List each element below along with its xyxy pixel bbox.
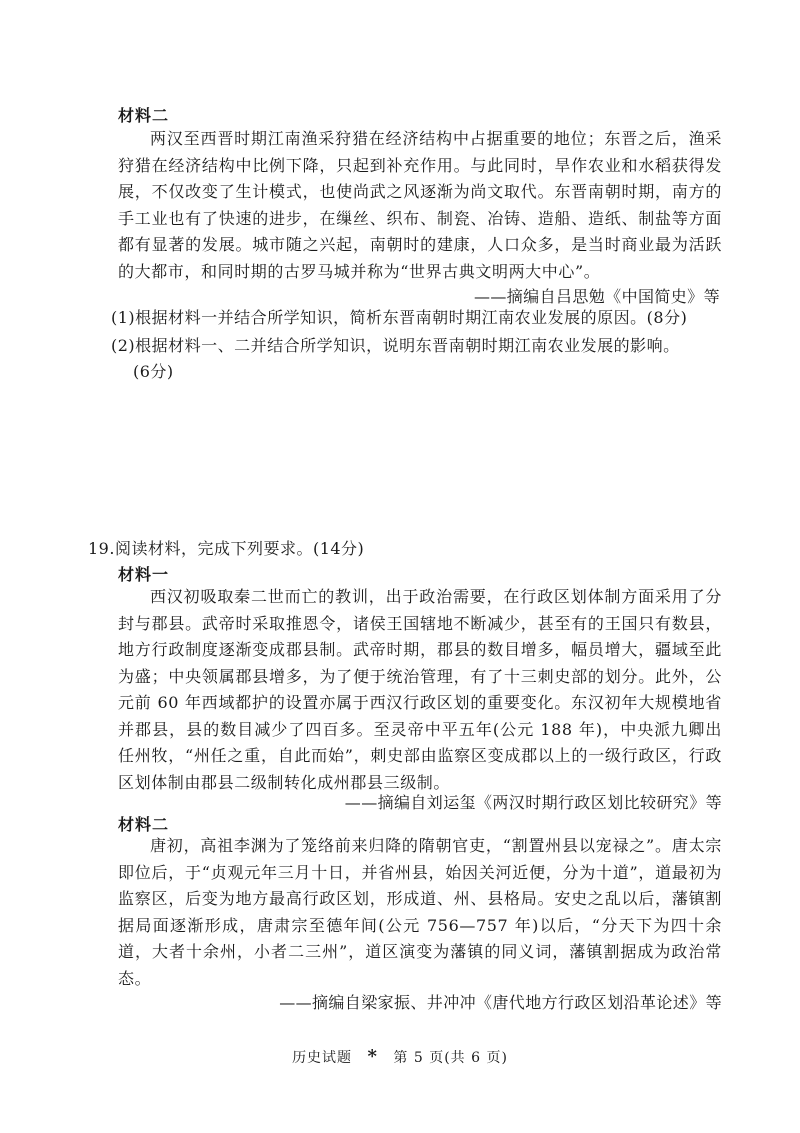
material2-source-top: ——摘编自吕思勉《中国简史》等	[473, 287, 720, 306]
material2-text: 唐初，高祖李渊为了笼络前来归降的隋朝官吏，“割置州县以宠禄之”。唐太宗即位后，于“贞观元年三月十日，并省州县，始因关河近便，分为十道”，道最初为监察区，后变为地方最高行政区划，形成道、州、县格局。安史之乱以后，藩镇割据局面逐渐形成，唐肃宗至德年间(公元 756—757 年)以后，“分天下为四十余道，大者十余州，小者二三州”，道区演变为藩镇的同义词，藩镇割据成为政治常态。	[118, 836, 722, 988]
question-1: (1)根据材料一并结合所学知识，简析东晋南朝时期江南农业发展的原因。(8分)	[111, 308, 688, 327]
question-19-title: 19.阅读材料，完成下列要求。(14分)	[88, 539, 365, 558]
question-2-score: (6分)	[133, 362, 174, 381]
footer-page-info: 第 5 页(共 6 页)	[393, 1050, 508, 1066]
material1-text: 西汉初吸取秦二世而亡的教训，出于政治需要，在行政区划体制方面采用了分封与郡县。武帝时采取推恩令，诸侯王国辖地不断减少，甚至有的王国只有数县，地方行政制度逐渐变成郡县制。武帝时期，郡县的数目增多，幅员增大，疆域至此为盛；中央领属郡县增多，为了便于统治管理，有了十三刺史部的划分。此外，公元前 60 年西域都护的设置亦属于西汉行政区划的重要变化。东汉初年大规模地省并郡县，县的数目减少了四百多。至灵帝中平五年(公元 188 年)，中央派九卿出任州牧，“州任之重，自此而始”，刺史部由监察区变成郡以上的一级行政区，行政区划体制由郡县二级制转化成州郡县三级制。	[118, 587, 722, 792]
star-icon: *	[367, 1046, 378, 1067]
material2-heading: 材料二	[118, 815, 170, 834]
footer-subject: 历史试题	[292, 1050, 353, 1066]
question-2	[111, 333, 751, 385]
page-footer	[0, 1046, 800, 1067]
material2-heading-top: 材料二	[118, 106, 170, 125]
material2-text-top: 两汉至西晋时期江南渔采狩猎在经济结构中占据重要的地位；东晋之后，渔采狩猎在经济结构中比例下降，只起到补充作用。与此同时，旱作农业和水稻获得发展，不仅改变了生计模式，也使尚武之风逐渐为尚文取代。东晋南朝时期，南方的手工业也有了快速的进步，在缫丝、织布、制瓷、冶铸、造船、造纸、制盐等方面都有显著的发展。城市随之兴起，南朝时的建康，人口众多，是当时商业最为活跃的大都市，和同时期的古罗马城并称为“世界古典文明两大中心”。	[118, 129, 722, 281]
material1-heading: 材料一	[118, 565, 170, 584]
material1-source: ——摘编自刘运玺《两汉时期行政区划比较研究》等	[344, 793, 722, 812]
question-2-main: (2)根据材料一、二并结合所学知识，说明东晋南朝时期江南农业发展的影响。	[111, 336, 680, 355]
material2-source: ——摘编自梁家振、井冲冲《唐代地方行政区划沿革论述》等	[279, 993, 722, 1012]
